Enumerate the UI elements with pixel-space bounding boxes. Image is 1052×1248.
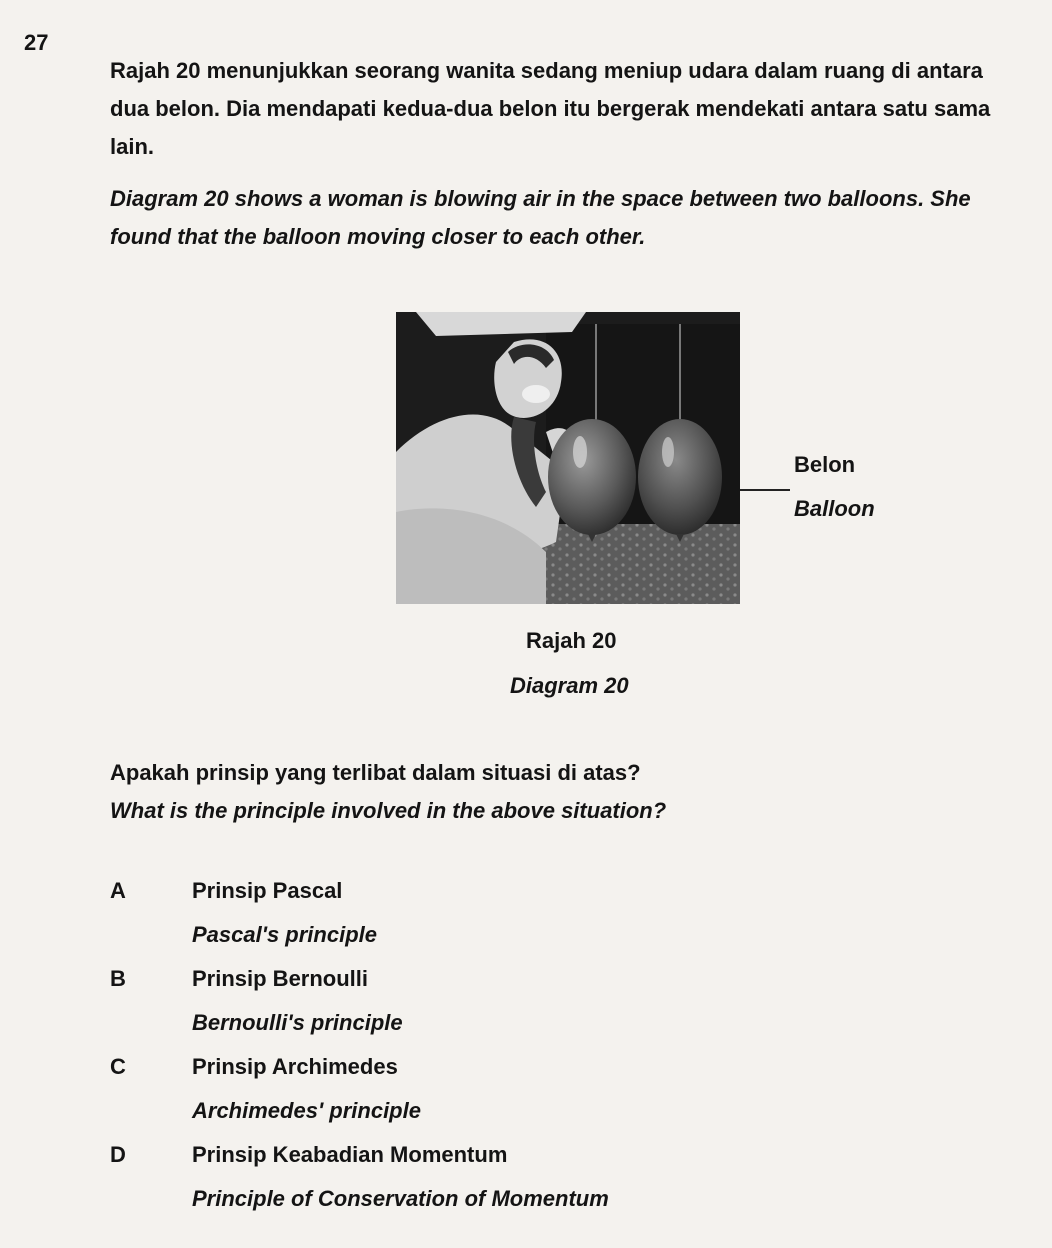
question-number: 27 <box>24 30 49 55</box>
option-letter: A <box>110 878 126 903</box>
question-stem-malay <box>110 52 1035 166</box>
option-text-malay: Prinsip Keabadian Momentum <box>192 1142 508 1167</box>
stem-line: dua belon. Dia mendapati kedua-dua belon itu bergerak mendekati antara satu sama <box>110 96 991 121</box>
balloon-label-malay: Belon <box>794 452 856 477</box>
option-letter: B <box>110 966 126 991</box>
prompt-english: What is the principle involved in the above situation? <box>110 798 667 823</box>
option-text-english: Pascal's principle <box>192 922 377 947</box>
figure-caption-malay: Rajah 20 <box>526 628 617 653</box>
question-stem-english <box>110 180 1035 256</box>
prompt-malay: Apakah prinsip yang terlibat dalam situasi di atas? <box>110 760 641 785</box>
balloon-photo <box>396 312 740 604</box>
figure-caption-english: Diagram 20 <box>510 673 629 698</box>
stem-line: Diagram 20 shows a woman is blowing air in the space between two balloons. She <box>110 186 971 211</box>
stem-line: Rajah 20 menunjukkan seorang wanita sedang meniup udara dalam ruang di antara <box>110 58 983 83</box>
stem-line: found that the balloon moving closer to each other. <box>110 224 646 249</box>
option-letter: C <box>110 1054 126 1079</box>
option-text-english: Bernoulli's principle <box>192 1010 403 1035</box>
option-text-malay: Prinsip Bernoulli <box>192 966 369 991</box>
option-text-english: Principle of Conservation of Momentum <box>192 1186 609 1211</box>
option-text-english: Archimedes' principle <box>192 1098 421 1123</box>
stem-line: lain. <box>110 134 155 159</box>
balloon-label-leader-line <box>740 489 790 491</box>
balloon-label-english: Balloon <box>794 496 875 521</box>
option-text-malay: Prinsip Pascal <box>192 878 343 903</box>
option-text-malay: Prinsip Archimedes <box>192 1054 398 1079</box>
option-letter: D <box>110 1142 126 1167</box>
